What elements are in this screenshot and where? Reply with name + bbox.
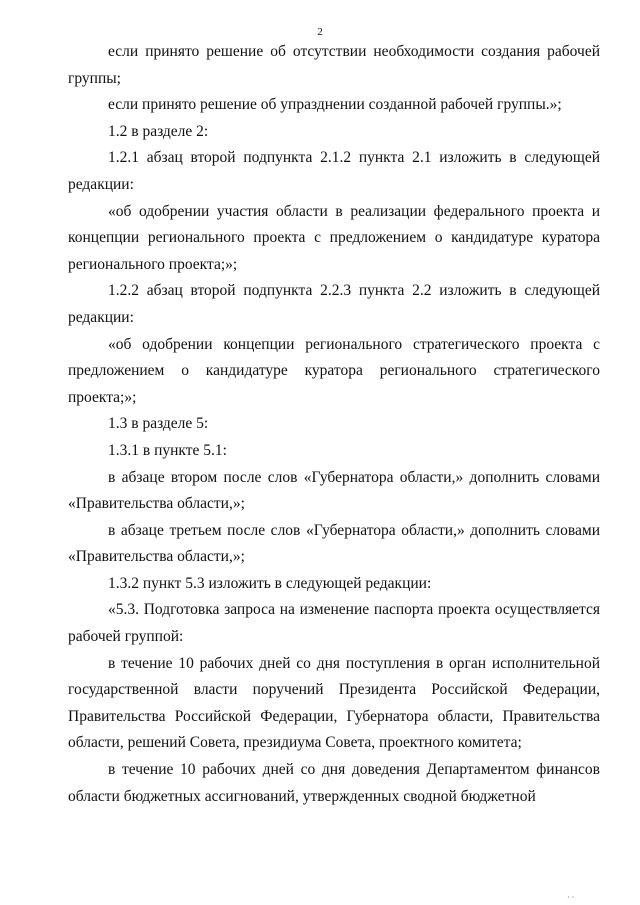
paragraph: в абзаце третьем после слов «Губернатора области,» дополнить словами «Правительства области,»; [68, 521, 600, 566]
paragraph: в абзаце втором после слов «Губернатора области,» дополнить словами «Правительства области,»; [68, 468, 600, 513]
paragraph: в течение 10 рабочих дней со дня поступления в орган исполнительной государственной власти поручений Президента Российской Федерации, Правительства Российской Федерации, Губернатора области, Правительства области, решений Совета, президиума Совета, проектного комитета; [68, 654, 600, 752]
paragraph: 1.2.2 абзац второй подпункта 2.2.3 пункта 2.2 изложить в следующей редакции: [68, 282, 600, 326]
paragraph: 1.3.2 пункт 5.3 изложить в следующей редакции: [108, 574, 432, 592]
document-body [68, 39, 600, 810]
paragraph: «об одобрении участия области в реализации федерального проекта и концепции регионального проекта с предложением о кандидатуре куратора регионального проекта;»; [68, 202, 600, 273]
paragraph: 1.2.1 абзац второй подпункта 2.1.2 пункта 2.1 изложить в следующей редакции: [68, 149, 600, 193]
page-number: 2 [317, 26, 323, 38]
paragraph: 1.3.1 в пункте 5.1: [108, 441, 227, 459]
paragraph: если принято решение об упразднении созданной рабочей группы.»; [108, 96, 562, 114]
paragraph: 1.2 в разделе 2: [108, 122, 209, 140]
paragraph: «об одобрении концепции регионального стратегического проекта с предложением о кандидатуре куратора регионального стратегического проекта;»; [68, 335, 600, 406]
paragraph: «5.3. Подготовка запроса на изменение паспорта проекта осуществляется рабочей группой: [68, 601, 600, 646]
footer-mark: · · [567, 893, 575, 902]
paragraph: 1.3 в разделе 5: [108, 415, 209, 433]
paragraph: в течение 10 рабочих дней со дня доведения Департаментом финансов области бюджетных ассигнований, утвержденных сводной бюджетной [68, 761, 600, 805]
paragraph: если принято решение об отсутствии необходимости создания рабочей группы; [68, 43, 600, 87]
